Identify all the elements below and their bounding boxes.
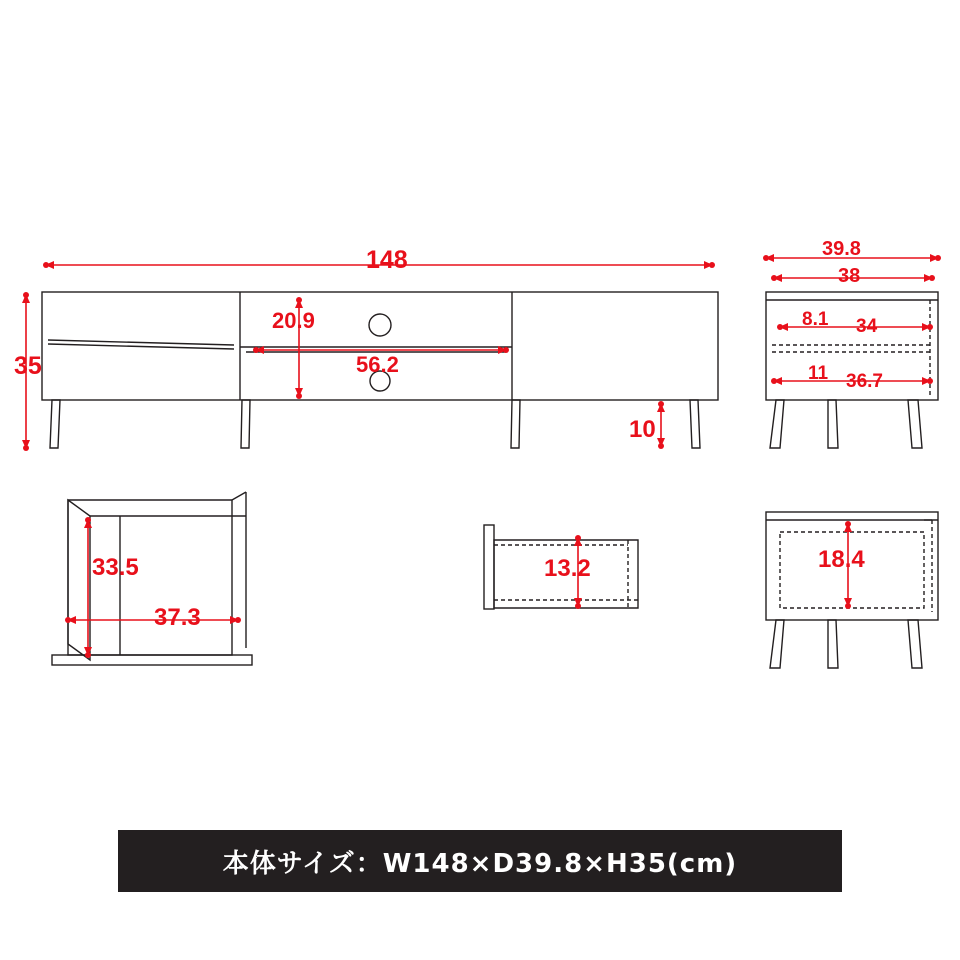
dim-label-front-total-width: 148: [366, 246, 408, 274]
dim-label-side-shelf-width: 34: [856, 316, 878, 337]
cabinet-interior-drawing: [52, 492, 252, 665]
dim-label-front-open-height: 20.9: [272, 308, 315, 333]
dim-label-side-shelf-top: 8.1: [802, 309, 829, 330]
size-caption-text: 本体サイズ：W148×D39.8×H35(cm): [222, 848, 738, 879]
dim-label-side-lower-height: 11: [808, 363, 829, 384]
dim-label-side-inner-depth: 38: [838, 265, 861, 287]
cabinet-interior-dimension-lines: [65, 517, 241, 658]
dim-label-interior-width: 37.3: [154, 604, 201, 631]
dim-label-compartment-depth: 18.4: [818, 546, 865, 573]
side-view-drawing: [766, 292, 938, 448]
open-compartment-drawing: [766, 512, 938, 668]
size-caption-bar: [118, 830, 842, 892]
dim-label-front-leg-height: 10: [629, 416, 656, 443]
dim-label-side-total-depth: 39.8: [822, 238, 861, 260]
dim-label-side-lower-depth: 36.7: [846, 371, 883, 392]
dim-label-front-total-height: 35: [14, 352, 42, 380]
dim-label-interior-height: 33.5: [92, 554, 139, 581]
dim-label-drawer-height: 13.2: [544, 555, 591, 582]
dim-label-front-open-width: 56.2: [356, 352, 399, 377]
